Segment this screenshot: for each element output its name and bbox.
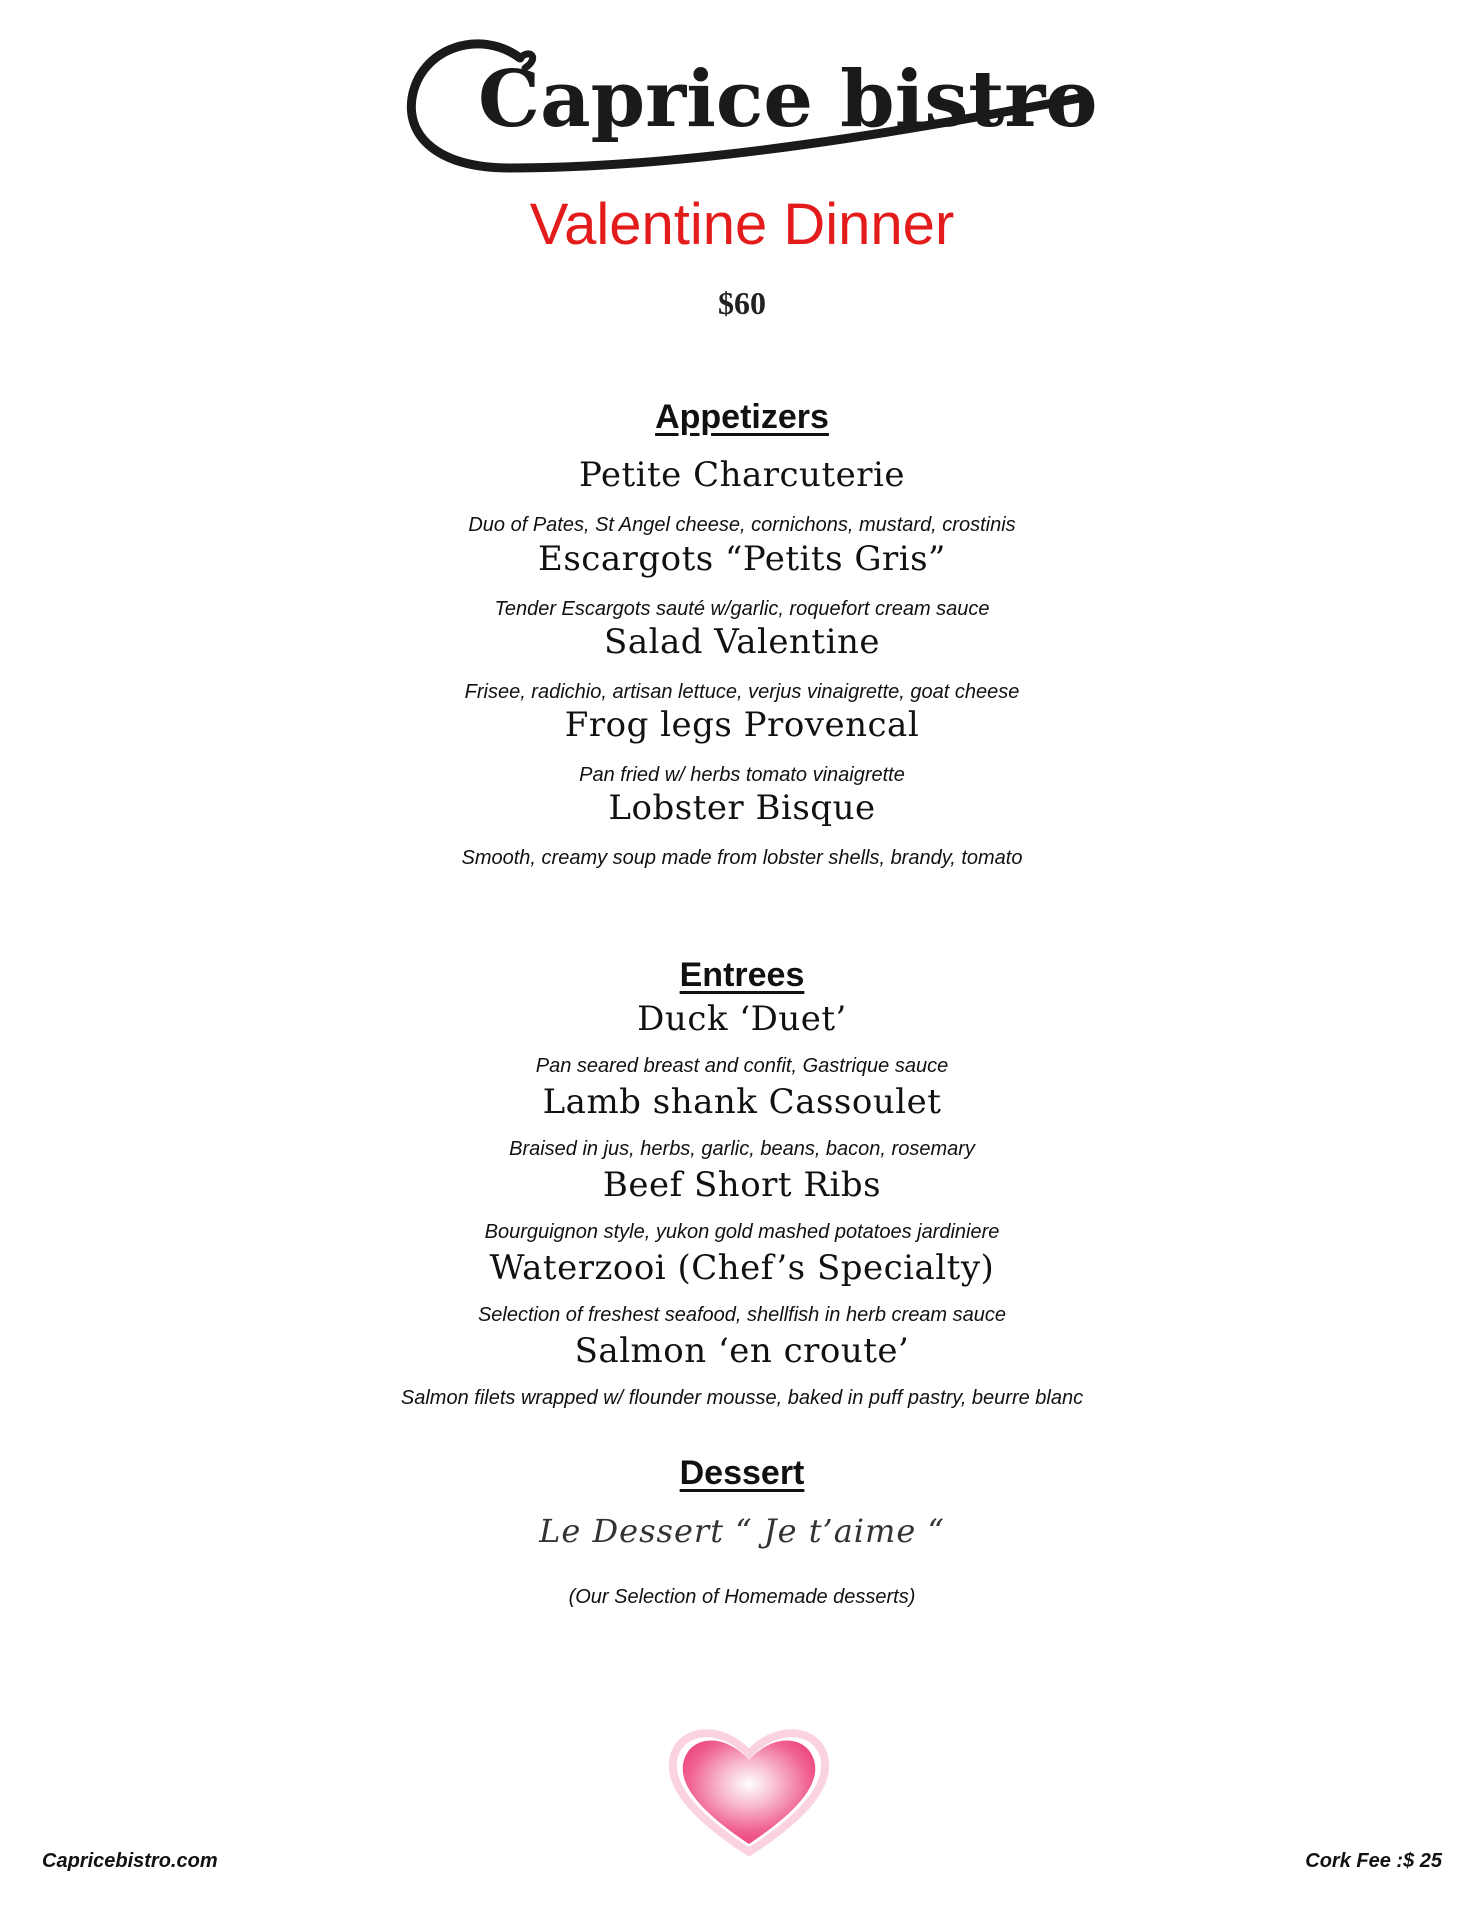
appetizer-name: Salad Valentine [604, 622, 880, 662]
website-link[interactable]: Capricebistro.com [42, 1850, 218, 1872]
entree-desc: Selection of freshest seafood, shellfish in herb cream sauce [477, 1304, 1007, 1326]
entree-name: Salmon ‘en croute’ [574, 1331, 910, 1371]
entree-name: Duck ‘Duet’ [637, 999, 847, 1039]
menu-price: $60 [718, 285, 766, 321]
caprice-bistro-logo [400, 18, 1100, 178]
entrees-heading: Entrees [679, 956, 805, 994]
appetizer-desc: Pan fried w/ herbs tomato vinaigrette [579, 764, 905, 786]
entree-desc: Bourguignon style, yukon gold mashed potatoes jardiniere [484, 1221, 1000, 1243]
appetizer-name: Petite Charcuterie [578, 455, 905, 495]
entree-name: Lamb shank Cassoulet [542, 1082, 942, 1122]
entree-desc: Pan seared breast and confit, Gastrique sauce [535, 1055, 949, 1077]
logo-text-caprice: Caprice bistro [478, 54, 1098, 145]
entree-name: Waterzooi (Chef’s Specialty) [489, 1248, 995, 1288]
pink-heart-icon [664, 1720, 834, 1860]
appetizers-heading: Appetizers [655, 398, 829, 436]
dessert-note: (Our Selection of Homemade desserts) [568, 1586, 916, 1608]
dessert-heading: Dessert [679, 1454, 805, 1492]
appetizer-desc: Duo of Pates, St Angel cheese, cornichons, mustard, crostinis [468, 514, 1016, 536]
cork-fee: Cork Fee :$ 25 [1305, 1850, 1442, 1872]
entree-desc: Salmon filets wrapped w/ flounder mousse, baked in puff pastry, beurre blanc [400, 1387, 1084, 1409]
appetizer-desc: Smooth, creamy soup made from lobster shells, brandy, tomato [461, 847, 1023, 869]
appetizer-name: Escargots “Petits Gris” [538, 539, 946, 579]
appetizer-desc: Tender Escargots sauté w/garlic, roquefort cream sauce [494, 598, 990, 620]
entree-name: Beef Short Ribs [602, 1165, 882, 1205]
page-title: Valentine Dinner [529, 192, 955, 257]
appetizer-name: Frog legs Provencal [564, 705, 920, 745]
entree-desc: Braised in jus, herbs, garlic, beans, bacon, rosemary [509, 1138, 975, 1160]
dessert-name: Le Dessert “ Je t’aime “ [539, 1512, 945, 1550]
appetizer-desc: Frisee, radichio, artisan lettuce, verjus vinaigrette, goat cheese [464, 681, 1020, 703]
appetizer-name: Lobster Bisque [608, 788, 876, 828]
